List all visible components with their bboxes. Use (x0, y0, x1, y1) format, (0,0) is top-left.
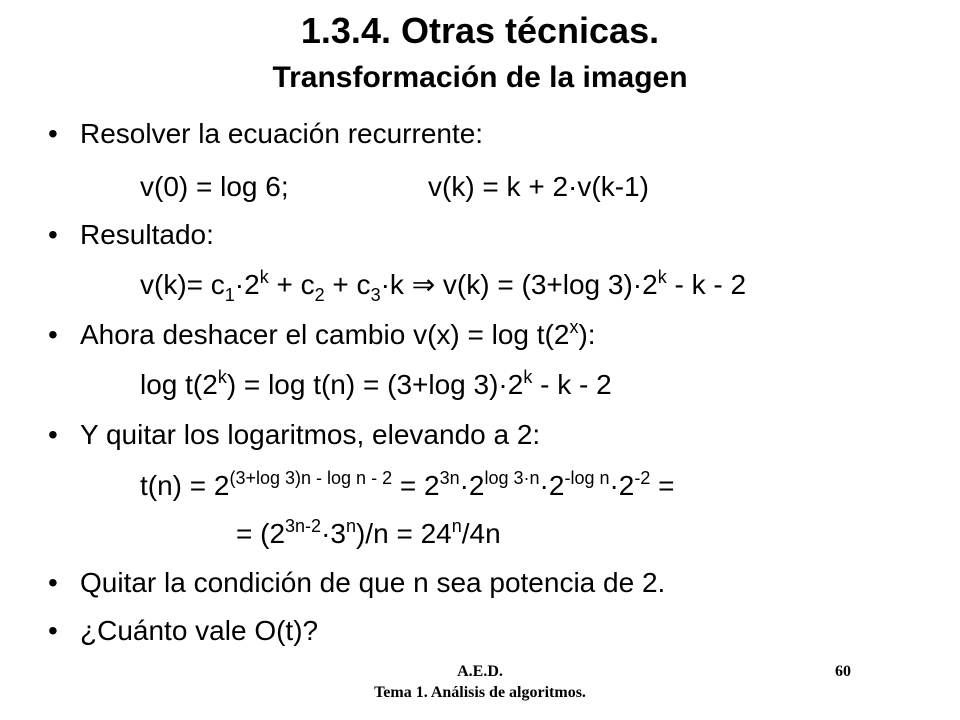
equation-recurrence: v(k) = k + 2·v(k-1) (428, 171, 649, 202)
bullet-marker: • (48, 118, 58, 149)
equation-log: $\log t(2^k) = \log t(n) = (3+\log$ $3)\cdot 2^k - k - 2$ (140, 367, 612, 400)
bullet-marker: • (48, 567, 58, 598)
bullet-marker: • (48, 219, 58, 250)
footer-course: A.E.D. (457, 663, 503, 680)
slide-title: 1.3.4. Otras técnicas. (300, 10, 660, 51)
bullet-marker: • (48, 319, 58, 350)
bullet-resolver: Resolver la ecuación recurrente: (80, 118, 484, 149)
implies-icon: ⇒ (411, 269, 436, 300)
equation-tn: $t(n) = 2^{(3+log 3)n - log n - 2} = 2^{3n}\cdot 2^{log 3\cdot n}\cdot 2^{-log n}\cdot 2^{-2}$ = (140, 468, 675, 501)
footer-topic: Tema 1. Análisis de algoritmos. (374, 684, 586, 701)
bullet-quitar-log: Y quitar los logaritmos, elevando a 2: (80, 419, 541, 450)
page-number: 60 (835, 663, 851, 680)
equation-initial: v(0) = log 6; (140, 171, 289, 202)
bullet-marker: • (48, 615, 58, 646)
equation-simplified: = $(2^{3n-2}\cdot 3^n)/n = 24^n/4n$ (236, 516, 501, 549)
equation-result: $v(k)= c_1\cdot 2^k + c_2 + c_3\cdot k$ ⇒ v(k) = (3+log $3)\cdot 2^k - k - 2$ (140, 267, 747, 305)
bullet-resultado: Resultado: (80, 219, 214, 250)
bullet-condicion: Quitar la condición de que n sea potencia de 2. (80, 567, 666, 598)
bullet-deshacer: Ahora deshacer el cambio v(x) = log t(2$^x$): (80, 317, 596, 350)
bullet-pregunta: ¿Cuánto vale O(t)? (80, 615, 319, 646)
slide-subtitle: Transformación de la imagen (272, 61, 688, 94)
bullet-marker: • (48, 419, 58, 450)
